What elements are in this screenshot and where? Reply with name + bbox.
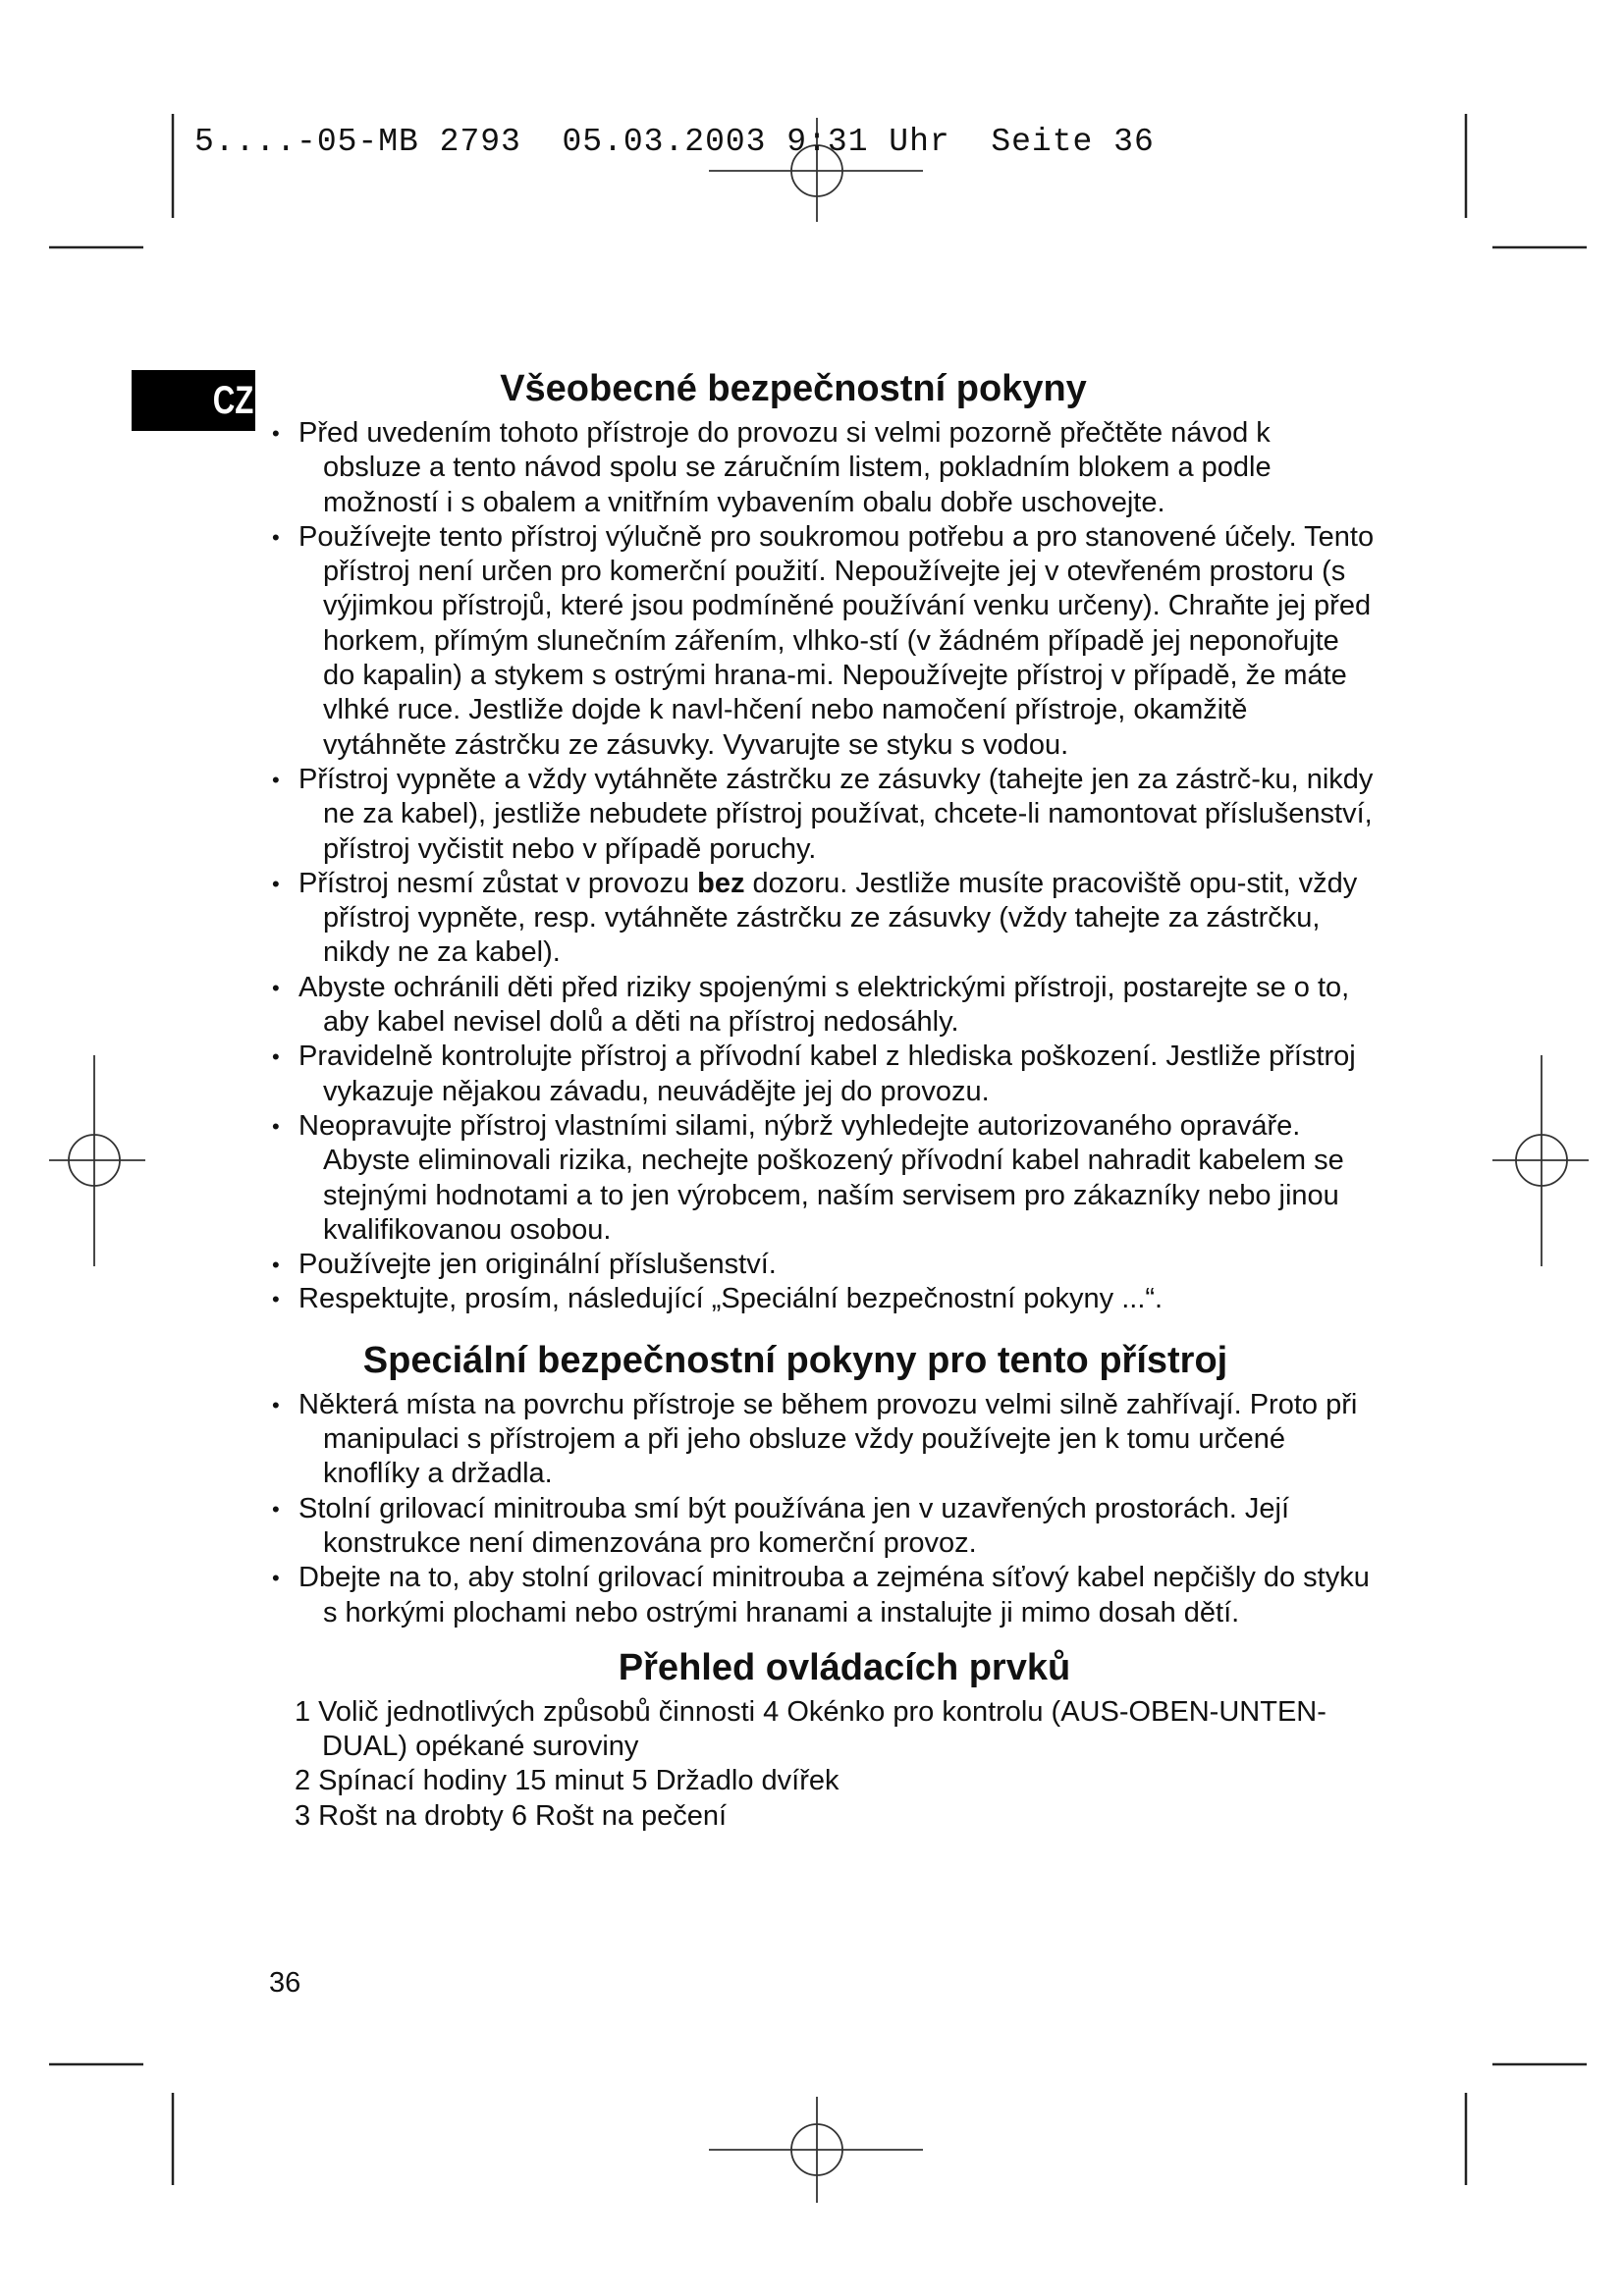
list-item: • Pravidelně kontrolujte přístroj a přívodní kabel z hlediska poškození. Jestliže přístroj vykazuje nějakou závadu, neuvádějte jej do provozu. <box>269 1040 1375 1109</box>
list-item: • Neopravujte přístroj vlastními silami, nýbrž vyhledejte autorizovaného opraváře. Abyste eliminovali rizika, nechejte poškozený přívodní kabel nahradit kabelem se stejnými hodnotami a to jen výrobcem, naším servisem pro zákazníky nebo jinou kvalifikovanou osobou. <box>269 1109 1375 1248</box>
general-safety-list <box>269 416 1375 1317</box>
page-content <box>269 365 1375 1834</box>
section-title-general-safety: Všeobecné bezpečnostní pokyny <box>500 368 1087 409</box>
list-item: • Používejte jen originální příslušenství. <box>269 1248 1375 1282</box>
list-item: • Přístroj vypněte a vždy vytáhněte zástrčku ze zásuvky (tahejte jen za zástrč-ku, nikdy ne za kabel), jestliže nebudete přístroj používat, chcete-li namontovat příslušenství, přístroj vyčistit nebo v případě poruchy. <box>269 763 1375 867</box>
controls-overview-list <box>269 1695 1375 1834</box>
list-item: • Používejte tento přístroj výlučně pro soukromou potřebu a pro stanovené účely. Tento přístroj není určen pro komerční použití. Nepoužívejte jej v otevřeném prostoru (s výjimkou přístrojů, které jsou podmíněné používání venku určeny). Chraňte jej před horkem, přímým slunečním zářením, vlhko-stí (v žádném případě jej neponořujte do kapalin) a stykem s ostrými hrana-mi. Nepoužívejte přístroj v případě, že máte vlhké ruce. Jestliže dojde k navl-hčení nebo namočení přístroje, okamžitě vytáhněte zástrčku ze zásuvky. Vyvarujte se styku s vodou. <box>269 520 1375 763</box>
section-title-controls-overview: Přehled ovládacích prvků <box>618 1646 1071 1688</box>
list-item: 1 Volič jednotlivých způsobů činnosti 4 Okénko pro kontrolu (AUS-OBEN-UNTEN-DUAL) opékané suroviny <box>295 1695 1326 1763</box>
list-item: 2 Spínací hodiny 15 minut 5 Držadlo dvířek <box>295 1765 839 1797</box>
page-number: 36 <box>269 1967 301 1999</box>
list-item: • Dbejte na to, aby stolní grilovací minitrouba a zejména síťový kabel nepčišly do styku s horkými plochami nebo ostrými hranami a instalujte ji mimo dosah dětí. <box>269 1561 1375 1630</box>
list-item: 3 Rošt na drobty 6 Rošt na pečení <box>295 1799 728 1832</box>
registration-mark-left <box>49 1055 145 1266</box>
section-title-special-safety: Speciální bezpečnostní pokyny pro tento přístroj <box>362 1339 1228 1381</box>
list-item: • Přístroj nesmí zůstat v provozu bez dozoru. Jestliže musíte pracoviště opu-stit, vždy přístroj vypněte, resp. vytáhněte zástrčku ze zásuvky (vždy tahejte za zástrčku, nikdy ne za kabel). <box>269 867 1375 971</box>
list-item: • Před uvedením tohoto přístroje do provozu si velmi pozorně přečtěte návod k obsluze a tento návod spolu se záručním listem, pokladním blokem a podle možností i s obalem a vnitřním vybavením obalu dobře uschovejte. <box>269 416 1375 520</box>
language-tab-label: CZ <box>212 379 253 422</box>
print-header: 5....-05-MB 2793 05.03.2003 9:31 Uhr Seite 36 <box>194 124 1155 160</box>
list-item: • Respektujte, prosím, následující „Speciální bezpečnostní pokyny ...“. <box>269 1282 1375 1316</box>
list-item: • Stolní grilovací minitrouba smí být používána jen v uzavřených prostorách. Její konstrukce není dimenzována pro komerční provoz. <box>269 1492 1375 1562</box>
emphasis-bez: bez <box>697 867 745 899</box>
registration-mark-bottom <box>709 2097 923 2203</box>
list-item: • Abyste ochránili děti před riziky spojenými s elektrickými přístroji, postarejte se o to, aby kabel nevisel dolů a děti na přístroj nedosáhly. <box>269 971 1375 1041</box>
language-tab <box>132 370 255 431</box>
registration-mark-right <box>1492 1055 1589 1266</box>
list-item: • Některá místa na povrchu přístroje se během provozu velmi silně zahřívají. Proto při manipulaci s přístrojem a při jeho obsluze vždy používejte jen k tomu určené knoflíky a držadla. <box>269 1388 1375 1492</box>
special-safety-list <box>269 1388 1375 1630</box>
